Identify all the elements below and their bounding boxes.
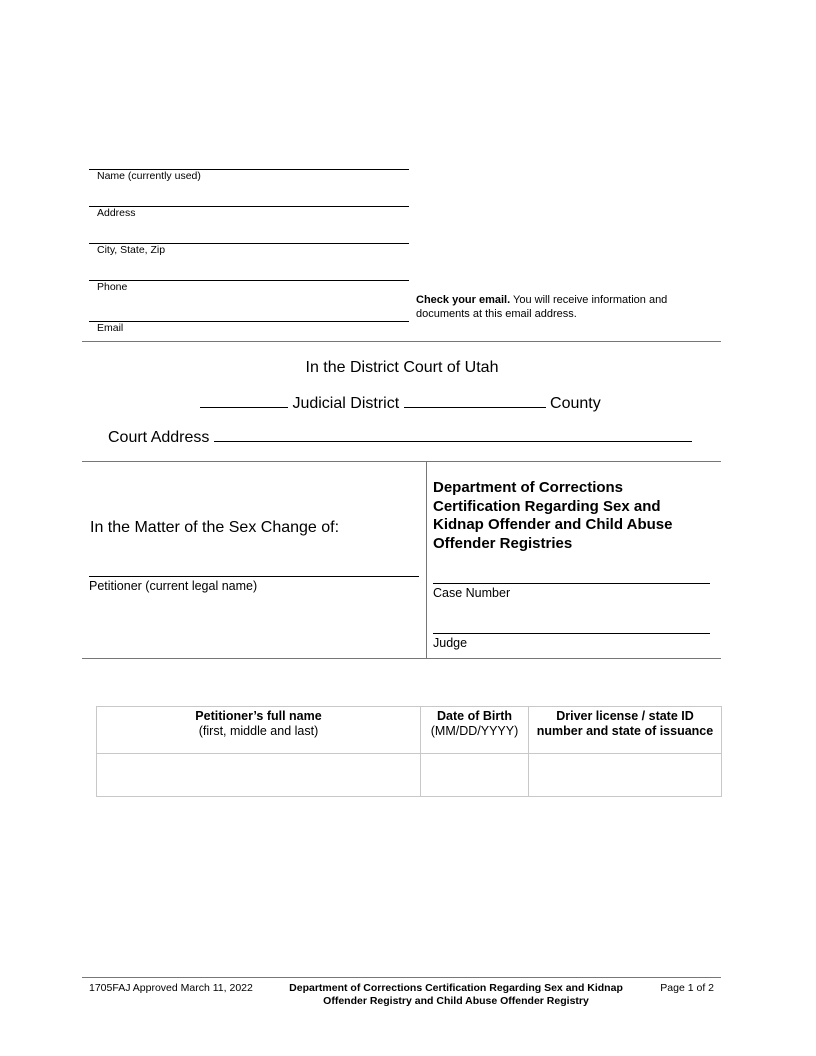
caption-top-line	[82, 461, 721, 462]
col-dob-title: Date of Birth	[437, 709, 512, 723]
document-title: Department of Corrections Certification Regarding Sex and Kidnap Offender and Child Abuse Offender Registries	[433, 479, 673, 552]
col-license-header	[529, 707, 722, 754]
check-email-note	[416, 293, 716, 321]
judicial-district-label: Judicial District	[292, 395, 400, 412]
table-row	[97, 754, 722, 797]
phone-line[interactable]	[89, 280, 409, 281]
judicial-district-blank[interactable]	[200, 393, 288, 408]
caption-bottom-line	[82, 658, 721, 659]
petitioner-name-line[interactable]	[89, 576, 419, 577]
address-label: Address	[97, 207, 136, 219]
county-label: County	[550, 395, 601, 412]
judge-line[interactable]	[433, 633, 710, 634]
check-email-bold: Check your email.	[416, 294, 511, 306]
court-address-row	[108, 427, 692, 447]
address-line[interactable]	[89, 206, 409, 207]
case-number-line[interactable]	[433, 583, 710, 584]
dob-cell[interactable]	[421, 754, 529, 797]
col-full-name-sub: (first, middle and last)	[198, 724, 319, 738]
judicial-district-row	[200, 393, 601, 413]
caption-vertical-divider	[426, 461, 427, 658]
email-label: Email	[97, 322, 124, 334]
city-state-zip-label: City, State, Zip	[97, 244, 166, 256]
name-label: Name (currently used)	[97, 170, 201, 182]
footer-title: Department of Corrections Certification Regarding Sex and Kidnap Offender Registry and Child Abuse Offender Registry	[289, 982, 623, 1007]
petitioner-label: Petitioner (current legal name)	[89, 579, 258, 593]
matter-text: In the Matter of the Sex Change of:	[90, 519, 340, 536]
license-cell[interactable]	[529, 754, 722, 797]
judge-label: Judge	[433, 636, 468, 650]
col-full-name-title: Petitioner’s full name	[195, 709, 322, 723]
col-dob-sub: (MM/DD/YYYY)	[430, 724, 519, 738]
header-divider	[82, 341, 721, 342]
footer-form-id: 1705FAJ Approved March 11, 2022	[89, 982, 253, 994]
check-email-text: You will receive information and documents at this email address.	[416, 294, 668, 320]
court-address-blank[interactable]	[214, 427, 692, 442]
court-title: In the District Court of Utah	[305, 359, 499, 376]
petitioner-info-table	[96, 706, 722, 797]
phone-label: Phone	[97, 281, 128, 293]
county-blank[interactable]	[404, 393, 546, 408]
col-dob-header	[421, 707, 529, 754]
table-header-row	[97, 707, 722, 754]
col-full-name-header	[97, 707, 421, 754]
col-license-title: Driver license / state ID number and state of issuance	[536, 709, 714, 738]
court-address-label: Court Address	[108, 429, 210, 446]
footer-page: Page 1 of 2	[660, 982, 714, 994]
footer-divider	[82, 977, 721, 978]
case-number-label: Case Number	[433, 586, 511, 600]
full-name-cell[interactable]	[97, 754, 421, 797]
email-line[interactable]	[89, 321, 409, 322]
